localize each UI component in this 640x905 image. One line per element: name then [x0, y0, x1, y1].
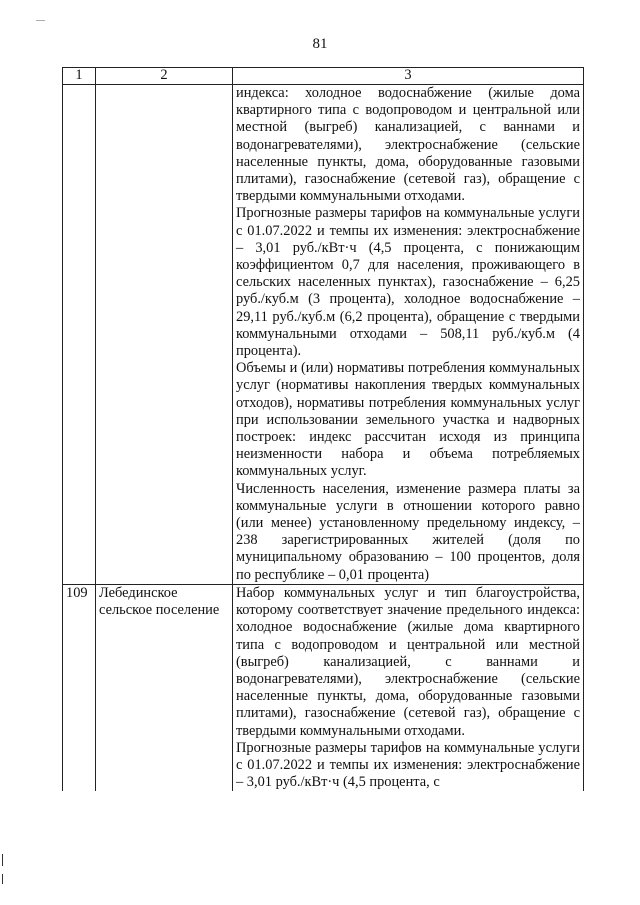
municipality-name: Лебединское сельское поселение	[96, 584, 233, 791]
description-paragraph: Прогнозные размеры тарифов на коммунальные услуги с 01.07.2022 и темпы их изменения: электроснабжение – 3,01 руб./кВт·ч (4,5 процента, с	[236, 739, 580, 791]
municipality-name	[96, 85, 233, 585]
description-paragraph: Набор коммунальных услуг и тип благоустройства, которому соответствует значение предельного индекса: холодное водоснабжение (жилые дома квартирного типа с водопроводом и центральной или местной (выгреб) канализацией, с ваннами и водонагревателями), электроснабжение (сельские населенные пункты, дома, оборудованные газовыми плитами), газоснабжение (сетевой газ), обращение с твердыми коммунальными отходами.	[236, 584, 580, 739]
row-number	[63, 85, 96, 585]
table-row	[63, 584, 584, 791]
description-paragraph: индекса: холодное водоснабжение (жилые дома квартирного типа с водопроводом и центральной или местной (выгреб) канализацией, с ваннами и водонагревателями), электроснабжение (сельские населенные пункты, дома, оборудованные газовыми плитами), газоснабжение (сетевой газ), обращение с твердыми коммунальными отходами.	[236, 85, 580, 205]
tariff-table	[62, 67, 584, 791]
table-row	[63, 85, 584, 585]
row-number: 109	[63, 584, 96, 791]
description-paragraph: Объемы и (или) нормативы потребления коммунальных услуг (нормативы накопления твердых коммунальных отходов), нормативы потребления коммунальных услуг при использовании земельного участка и надворных построек: индекс рассчитан исходя из принципа неизменности набора и объема потребляемых коммунальных услуг.	[236, 360, 580, 480]
page-number: 81	[312, 36, 328, 52]
column-header: 2	[96, 68, 233, 85]
description-paragraph: Численность населения, изменение размера платы за коммунальные услуги в отношении которого равно (или менее) установленному предельному индексу, – 238 зарегистрированных жителей (доля по муниципальному образованию – 100 процентов, доля по республике – 0,01 процента)	[236, 480, 580, 583]
table-header-row	[63, 68, 584, 85]
column-header: 3	[233, 68, 584, 85]
scan-margin-marks	[2, 854, 4, 894]
column-header: 1	[63, 68, 96, 85]
row-description	[233, 85, 584, 585]
description-paragraph: Прогнозные размеры тарифов на коммунальные услуги с 01.07.2022 и темпы их изменения: электроснабжение – 3,01 руб./кВт·ч (4,5 процента, с понижающим коэффициентом 0,7 для населения, проживающего в сельских населенных пунктах), газоснабжение – 6,25 руб./куб.м (3 процента), холодное водоснабжение – 29,11 руб./куб.м (6,2 процента), обращение с твердыми коммунальными отходами – 508,11 руб./куб.м (4 процента).	[236, 205, 580, 360]
corner-mark: —	[36, 15, 45, 25]
row-description	[233, 584, 584, 791]
